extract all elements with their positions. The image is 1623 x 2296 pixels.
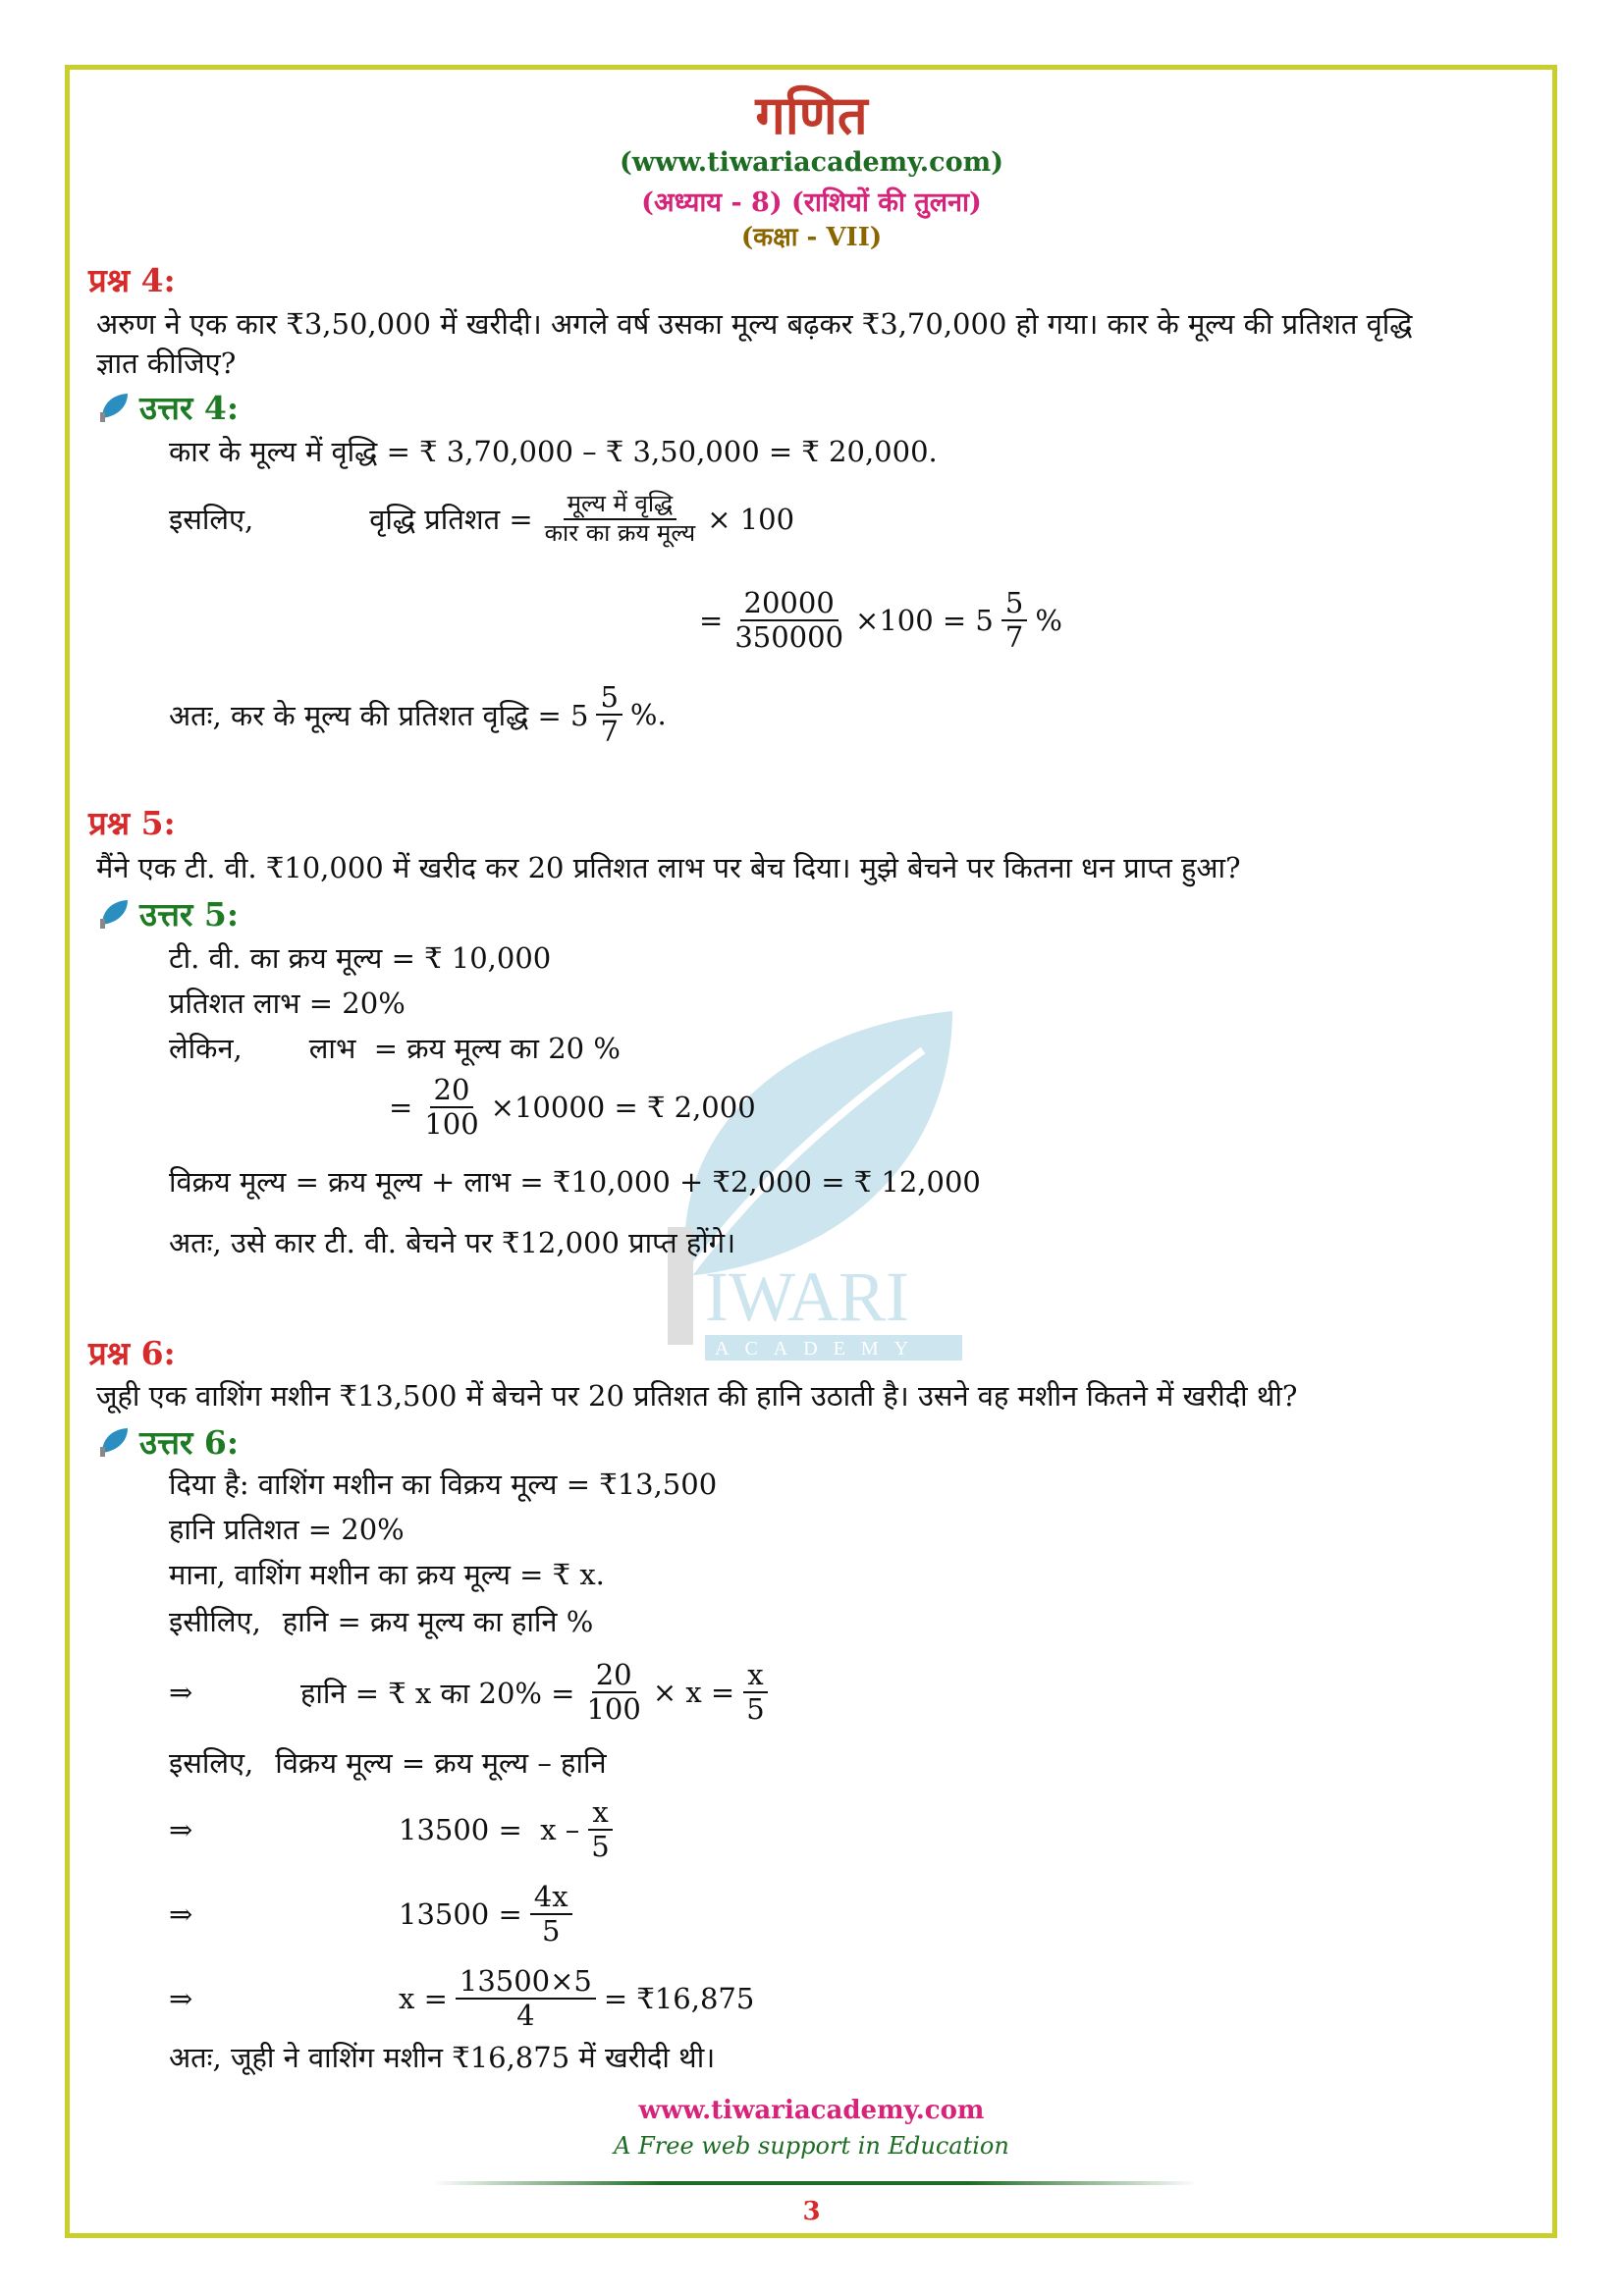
q5-text-line1: मैंने एक टी. वी. ₹10,000 में खरीद कर 20 प्रतिशत लाभ पर बेच दिया। मुझे बेचने पर कितना धन प्राप्त हुआ? <box>96 851 1241 884</box>
tiwari-logo-icon <box>98 391 132 424</box>
page-number: 3 <box>802 2197 821 2226</box>
a6-line7: ⇒ 13500 = x – $\frac{x}{5}$ <box>169 1796 614 1864</box>
q4-text-line1: अरुण ने एक कार ₹3,50,000 में खरीदी। अगले वर्ष उसका मूल्य बढ़कर ₹3,70,000 हो गया। कार के मूल्य की प्रतिशत वृद्धि <box>96 307 1413 341</box>
q5-label: प्रश्न 5: <box>88 804 176 842</box>
a4-line1: कार के मूल्य में वृद्धि = ₹ 3,70,000 – ₹ 3,50,000 = ₹ 20,000. <box>169 435 938 468</box>
implies-arrow-icon: ⇒ <box>169 1897 193 1932</box>
a6-line9: ⇒ x = $\frac{13500\times 5}{4}$ = ₹16,875 <box>169 1964 755 2033</box>
a4-conclusion: अतः, कर के मूल्य की प्रतिशत वृद्धि = 5 $\frac{5}{7}$ %. <box>169 680 667 749</box>
a6-line3: माना, वाशिंग मशीन का क्रय मूल्य = ₹ x. <box>169 1558 605 1591</box>
implies-arrow-icon: ⇒ <box>169 1982 193 2016</box>
a4-line2: इसलिए, वृद्धि प्रतिशत = $\frac{\text{मूल्य में वृद्धि}}{\text{कार का क्रय मूल्य}}$ × 100 <box>169 490 795 547</box>
a4-fraction-2: $\frac{20000}{350000}$ <box>734 586 844 655</box>
a6-line4: इसीलिए, हानि = क्रय मूल्य का हानि % <box>169 1605 594 1638</box>
a5-line4: = $\frac{20}{100}$ ×10000 = ₹ 2,000 <box>389 1073 756 1142</box>
a4-heading <box>98 385 239 429</box>
q6-text-line1: जूही एक वाशिंग मशीन ₹13,500 में बेचने पर 20 प्रतिशत की हानि उठाती है। उसने वह मशीन कितने में खरीदी थी? <box>96 1379 1298 1413</box>
a5-line1: टी. वी. का क्रय मूल्य = ₹ 10,000 <box>169 941 552 975</box>
a4-fraction-3: $\frac{5}{7}$ <box>1001 587 1027 655</box>
footer-site-link[interactable]: www.tiwariacademy.com <box>638 2096 985 2125</box>
a4-line2-prefix: इसलिए, <box>169 503 254 537</box>
a5-line5: विक्रय मूल्य = क्रय मूल्य + लाभ = ₹10,000 + ₹2,000 = ₹ 12,000 <box>169 1165 981 1199</box>
a6-label: उत्तर 6: <box>139 1423 240 1462</box>
a5-line2: प्रतिशत लाभ = 20% <box>169 987 406 1020</box>
a5-label: उत्तर 5: <box>139 895 240 934</box>
q4-label: प्रश्न 4: <box>88 261 176 299</box>
tiwari-logo-icon <box>98 1425 132 1459</box>
a6-line1: दिया है: वाशिंग मशीन का विक्रय मूल्य = ₹13,500 <box>169 1468 718 1501</box>
a5-heading <box>98 891 239 935</box>
a6-line5: ⇒ हानि = ₹ x का 20% = $\frac{20}{100}$ × x = $\frac{x}{5}$ <box>169 1659 769 1727</box>
a5-line3: लेकिन, लाभ = क्रय मूल्य का 20 % <box>169 1032 621 1065</box>
implies-arrow-icon: ⇒ <box>169 1676 193 1710</box>
watermark-sub: ACADEMY <box>715 1338 925 1360</box>
a6-conclusion: अतः, जूही ने वाशिंग मशीन ₹16,875 में खरीदी थी। <box>169 2041 716 2074</box>
a4-fraction-4: $\frac{5}{7}$ <box>596 681 622 749</box>
a4-fraction-1: $\frac{\text{मूल्य में वृद्धि}}{\text{कार का क्रय मूल्य}}$ <box>544 490 696 547</box>
a6-fraction-4: $\frac{4x}{5}$ <box>530 1881 572 1949</box>
a4-line3: = $\frac{20000}{350000}$ ×100 = 5 $\frac{5}{7}$ % <box>699 586 1062 655</box>
header-site[interactable]: (www.tiwariacademy.com) <box>620 147 1003 178</box>
page-title: गणित <box>755 83 868 146</box>
a5-conclusion: अतः, उसे कार टी. वी. बेचने पर ₹12,000 प्राप्त होंगे। <box>169 1226 736 1259</box>
a4-label: उत्तर 4: <box>139 389 240 427</box>
implies-arrow-icon: ⇒ <box>169 1813 193 1847</box>
a6-line2: हानि प्रतिशत = 20% <box>169 1513 405 1546</box>
a6-fraction-3: $\frac{x}{5}$ <box>587 1796 613 1864</box>
tiwari-logo-icon <box>98 897 132 931</box>
a6-fraction-1: $\frac{20}{100}$ <box>586 1658 641 1727</box>
q4-text-line2: ज्ञात कीजिए? <box>96 347 237 380</box>
footer-divider <box>432 2181 1198 2185</box>
a4-line2-lhs: वृद्धि प्रतिशत = <box>369 503 533 537</box>
class-heading: (कक्षा - VII) <box>740 223 883 252</box>
a6-line6: इसलिए, विक्रय मूल्य = क्रय मूल्य – हानि <box>169 1746 607 1780</box>
a6-fraction-5: $\frac{13500\times 5}{4}$ <box>456 1965 596 2033</box>
q6-label: प्रश्न 6: <box>88 1334 176 1372</box>
a6-heading <box>98 1419 239 1464</box>
a6-line8: ⇒ 13500 = $\frac{4x}{5}$ <box>169 1881 572 1949</box>
a6-fraction-2: $\frac{x}{5}$ <box>742 1659 768 1727</box>
a5-fraction: $\frac{20}{100}$ <box>424 1073 479 1142</box>
chapter-heading: (अध्याय - 8) (राशियों की तुलना) <box>641 187 982 218</box>
footer-tagline: A Free web support in Education <box>614 2132 1009 2160</box>
watermark-brand: IWARI <box>705 1257 909 1336</box>
